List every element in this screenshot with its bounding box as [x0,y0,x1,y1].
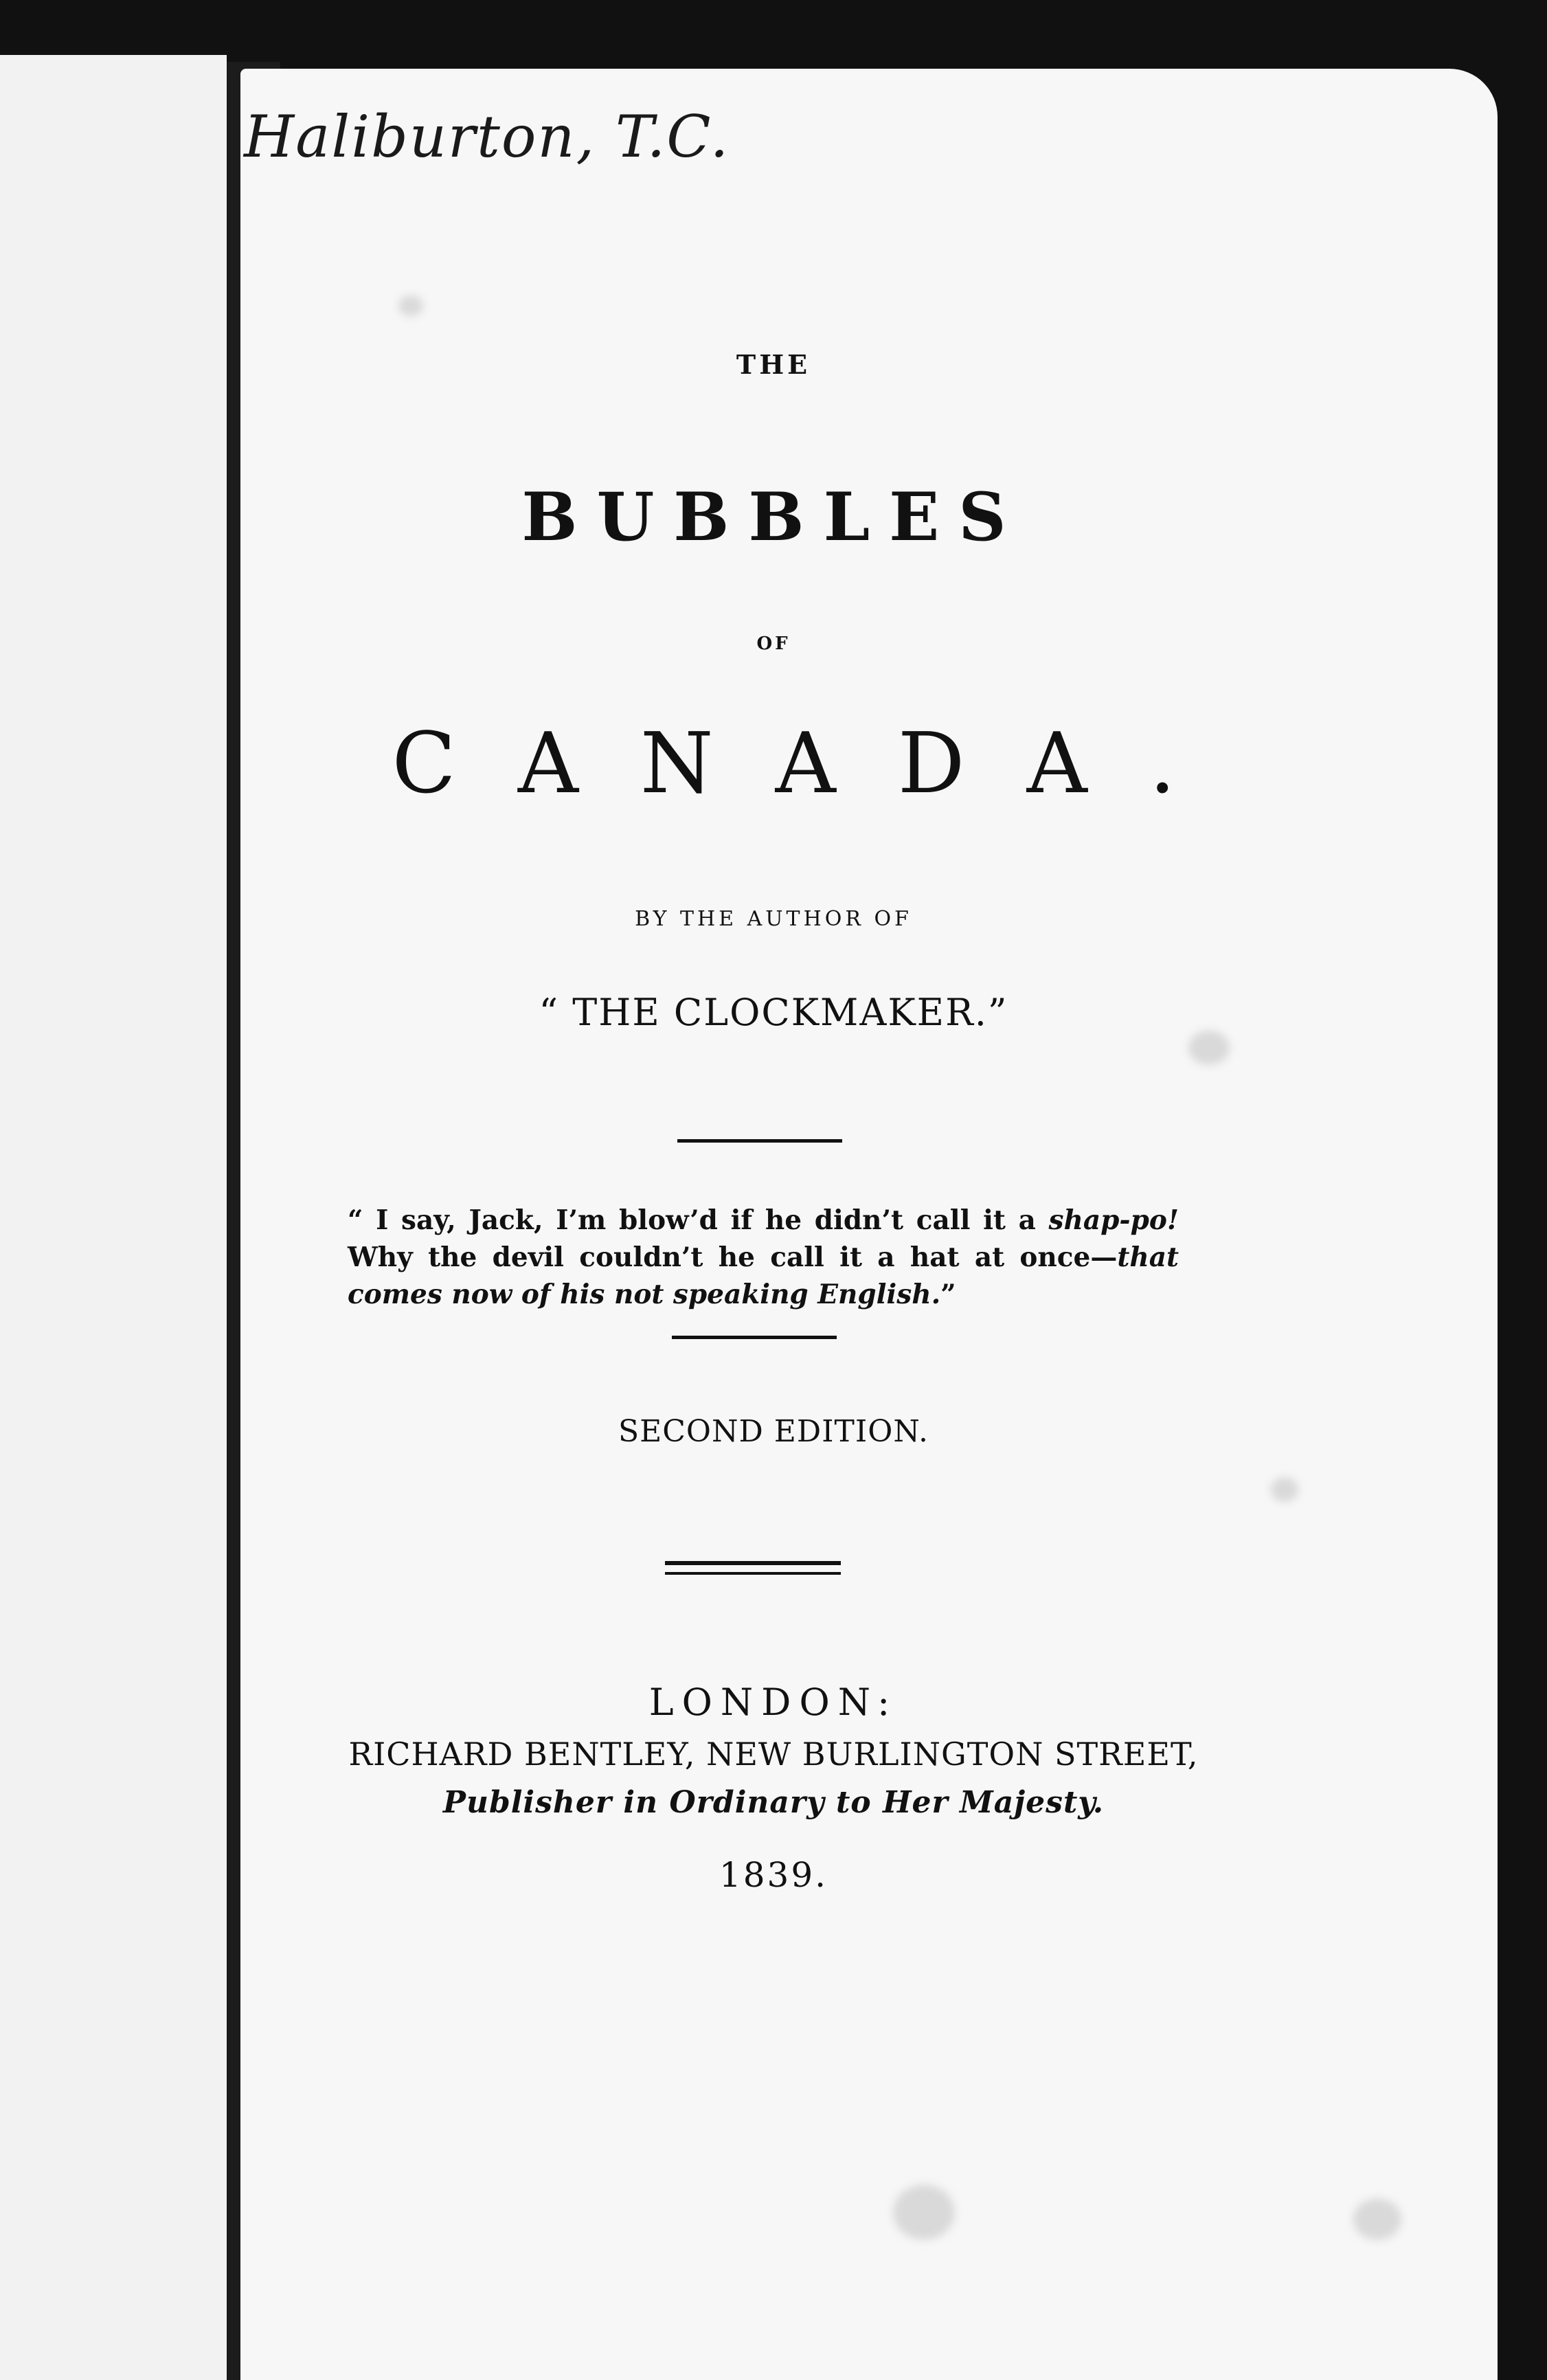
epigraph-quote [348,1202,1179,1313]
divider-rule [677,1139,842,1143]
imprint-place: LONDON: [648,1681,899,1724]
foxing-spot [398,295,423,316]
epigraph-text: ” [940,1278,956,1310]
title-of: OF [756,633,791,654]
imprint-publisher-title: Publisher in Ordinary to Her Majesty. [442,1785,1105,1820]
double-rule-bottom [665,1572,841,1575]
edition-label: SECOND EDITION. [618,1414,929,1449]
epigraph-text: “ I say, Jack, I’m blow’d if he didn’t call it a [348,1204,1049,1236]
foxing-spot [1353,2199,1401,2240]
title-the: THE [736,349,811,380]
imprint-publisher: RICHARD BENTLEY, NEW BURLINGTON STREET, [348,1736,1199,1773]
facing-blank-page [0,55,227,2380]
double-rule-top [665,1561,841,1565]
divider-rule [672,1336,837,1339]
title-canada: CANADA. [392,715,1238,812]
by-author-line: BY THE AUTHOR OF [635,907,912,931]
foxing-spot [893,2185,955,2240]
foxing-spot [1271,1477,1298,1502]
handwritten-author-note: Haliburton, T.C. [244,103,730,170]
author-work-title: “ THE CLOCKMAKER.” [539,991,1008,1034]
title-bubbles: BUBBLES [521,478,1026,556]
foxing-spot [1188,1031,1230,1065]
epigraph-italic-text: shap-po! [1048,1204,1179,1236]
epigraph-text: Why the devil couldn’t he call it a hat at once— [348,1241,1118,1273]
imprint-year: 1839. [719,1855,828,1895]
epigraph-italic-text: that comes now of his not speaking English. [348,1241,1179,1310]
